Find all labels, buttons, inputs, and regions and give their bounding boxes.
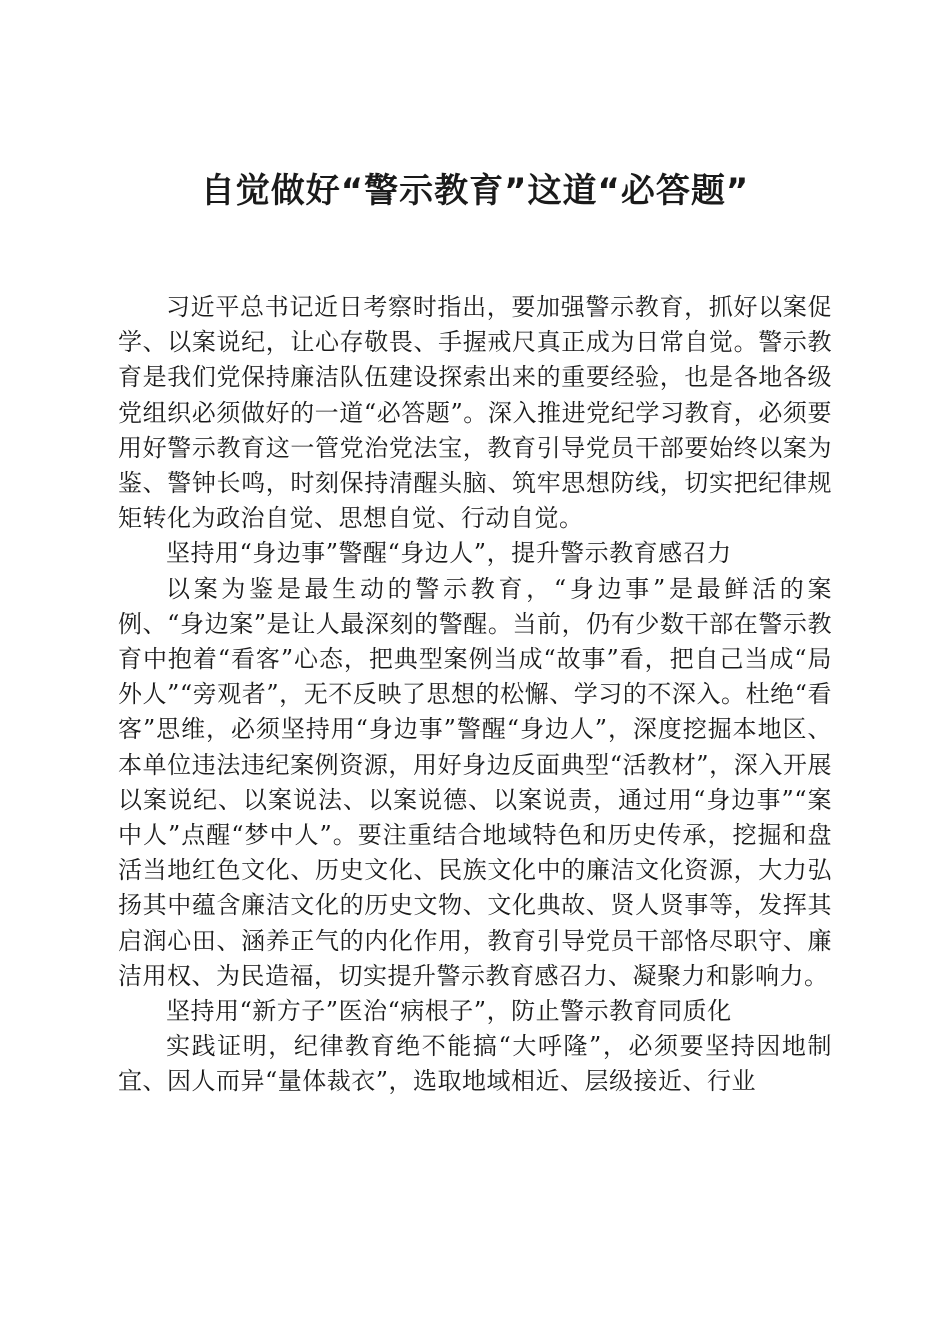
paragraph-section-2: 实践证明，纪律教育绝不能搞“大呼隆”，必须要坚持因地制宜、因人而异“量体裁衣”，选取地域相近、层级接近、行业 <box>118 1032 832 1096</box>
section-heading-1: 坚持用“身边事”警醒“身边人”，提升警示教育感召力 <box>166 539 732 568</box>
document-title: 自觉做好“警示教育”这道“必答题” <box>200 171 750 211</box>
section-heading-2: 坚持用“新方子”医治“病根子”，防止警示教育同质化 <box>166 997 732 1026</box>
paragraph-intro: 习近平总书记近日考察时指出，要加强警示教育，抓好以案促学、以案说纪，让心存敬畏、手握戒尺真正成为日常自觉。警示教育是我们党保持廉洁队伍建设探索出来的重要经验，也是各地各级党组织必须做好的一道“必答题”。深入推进党纪学习教育，必须要用好警示教育这一管党治党法宝，教育引导党员干部要始终以案为鉴、警钟长鸣，时刻保持清醒头脑、筑牢思想防线，切实把纪律规矩转化为政治自觉、思想自觉、行动自觉。 <box>118 293 832 533</box>
document-body <box>118 290 832 1100</box>
paragraph-section-1: 以案为鉴是最生动的警示教育，“身边事”是最鲜活的案例、“身边案”是让人最深刻的警醒。当前，仍有少数干部在警示教育中抱着“看客”心态，把典型案例当成“故事”看，把自己当成“局外人”“旁观者”，无不反映了思想的松懈、学习的不深入。杜绝“看客”思维，必须坚持用“身边事”警醒“身边人”，深度挖掘本地区、本单位违法违纪案例资源，用好身边反面典型“活教材”，深入开展以案说纪、以案说法、以案说德、以案说责，通过用“身边事”“案中人”点醒“梦中人”。要注重结合地域特色和历史传承，挖掘和盘活当地红色文化、历史文化、民族文化中的廉洁文化资源，大力弘扬其中蕴含廉洁文化的历史文物、文化典故、贤人贤事等，发挥其启润心田、涵养正气的内化作用，教育引导党员干部恪尽职守、廉洁用权、为民造福，切实提升警示教育感召力、凝聚力和影响力。 <box>118 574 832 990</box>
